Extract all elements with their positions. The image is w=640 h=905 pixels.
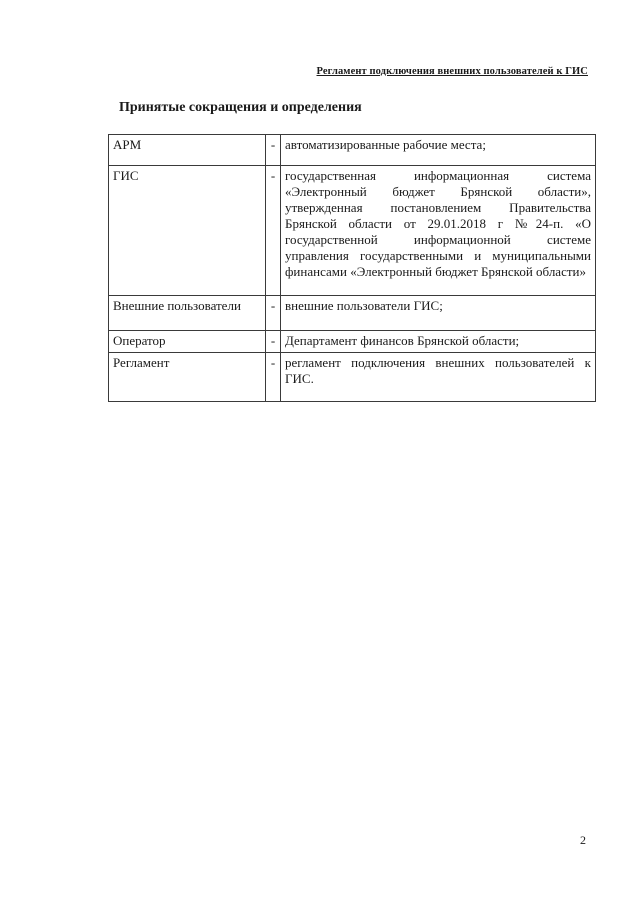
definition-row <box>109 166 596 296</box>
definition-term: АРМ <box>109 135 266 166</box>
definition-text: регламент подключения внешних пользователей к ГИС. <box>281 353 596 402</box>
definition-text: государственная информационная система «Электронный бюджет Брянской области», утвержденная постановлением Правительства Брянской области от 29.01.2018 г №24-п. «О государственной информационной системе управления государственными и муниципальными финансами «Электронный бюджет Брянской области» <box>281 166 596 296</box>
definition-row <box>109 353 596 402</box>
page-number: 2 <box>580 833 586 847</box>
definition-row <box>109 331 596 353</box>
definition-term: Регламент <box>109 353 266 402</box>
section-title: Принятые сокращения и определения <box>119 100 362 115</box>
definition-dash: - <box>266 353 281 402</box>
definition-dash: - <box>266 331 281 353</box>
definition-text: внешние пользователи ГИС; <box>281 296 596 331</box>
running-header: Регламент подключения внешних пользователей к ГИС <box>316 66 588 77</box>
definition-dash: - <box>266 296 281 331</box>
definition-term: Оператор <box>109 331 266 353</box>
definition-term: Внешние пользователи <box>109 296 266 331</box>
definition-term: ГИС <box>109 166 266 296</box>
definition-text: автоматизированные рабочие места; <box>281 135 596 166</box>
definition-row <box>109 296 596 331</box>
definition-dash: - <box>266 166 281 296</box>
definitions-table <box>108 134 596 402</box>
definition-row <box>109 135 596 166</box>
definition-text: Департамент финансов Брянской области; <box>281 331 596 353</box>
definition-dash: - <box>266 135 281 166</box>
